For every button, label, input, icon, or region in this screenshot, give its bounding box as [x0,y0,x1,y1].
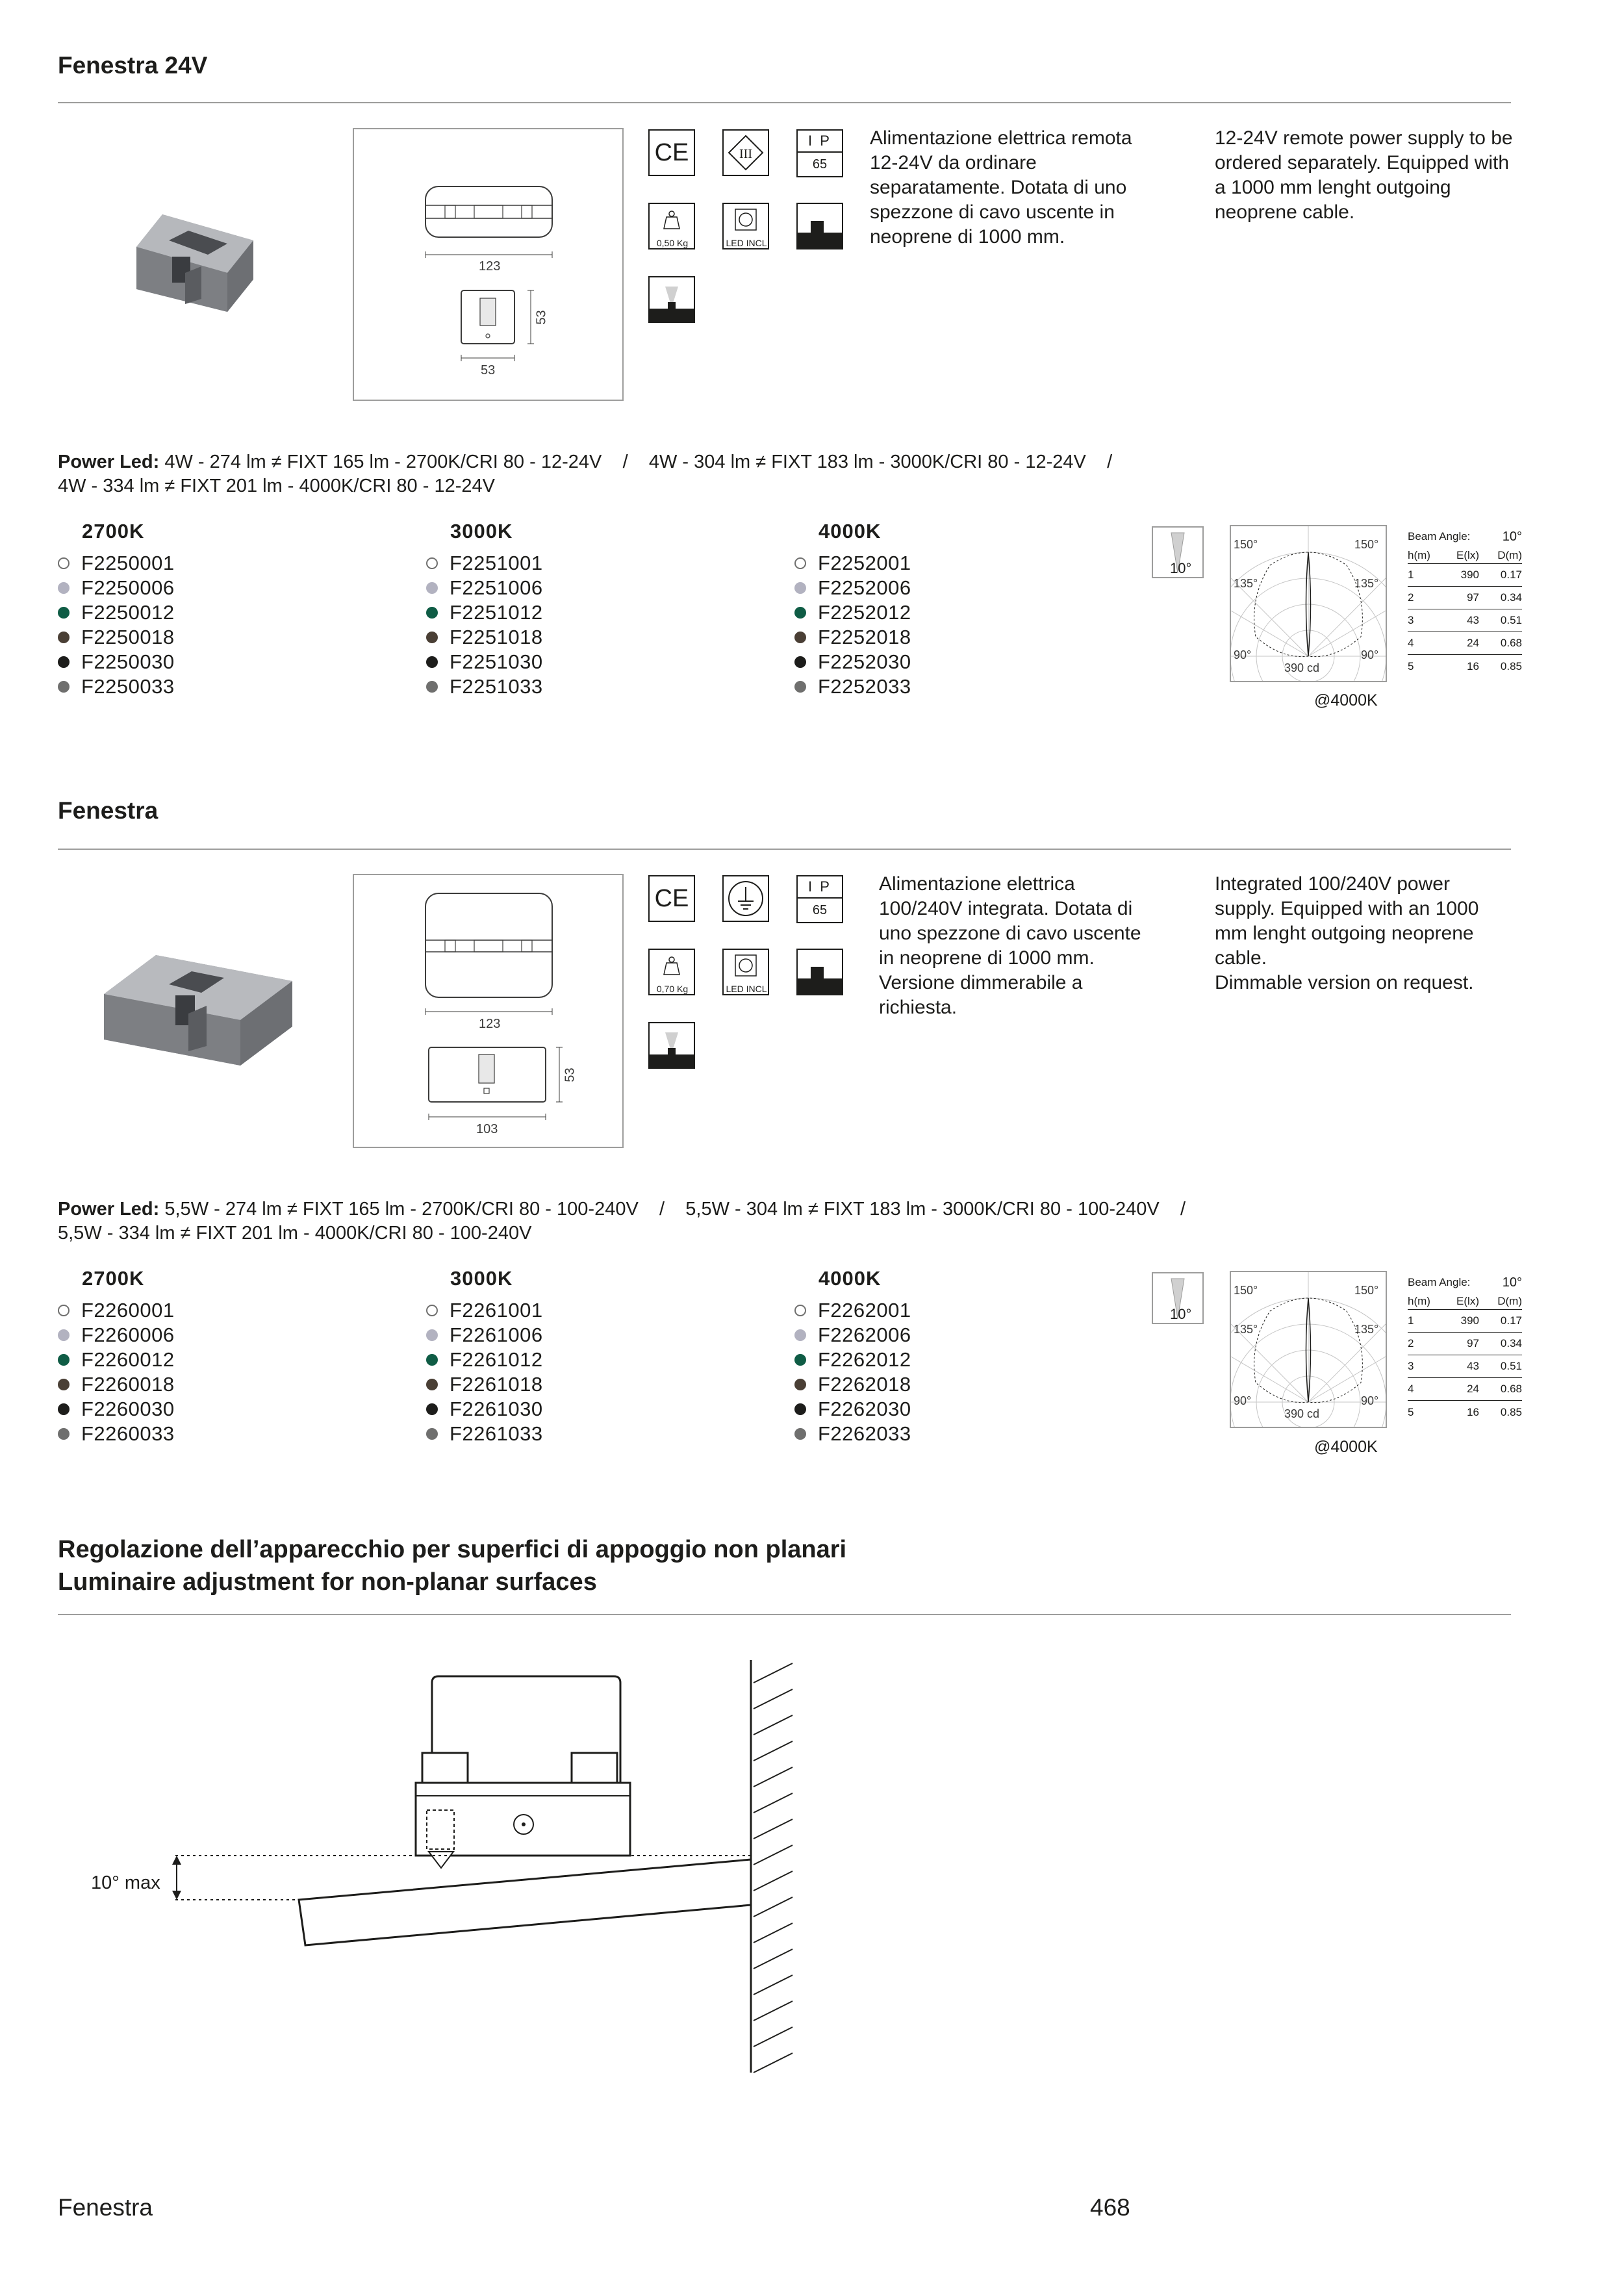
finish-green-dot [58,1354,70,1366]
angle-label: 135° [1234,577,1258,590]
class-three-icon [722,129,769,176]
adjustment-diagram [78,1657,831,2086]
table-row: 1 390 0.17 [1408,564,1522,587]
description-english-main: Integrated 100/240V power supply. Equipped with an 1000 mm lenght outgoing neoprene cable. [1215,873,1479,969]
finish-brown-dot [58,1379,70,1390]
list-item: F2261018 [426,1372,764,1397]
angle-label: 150° [1354,538,1379,551]
finish-white-dot [58,557,70,569]
list-item: F2262030 [794,1397,1132,1422]
ip-rating-icon [796,875,843,923]
finish-grey-dot [426,582,438,594]
table-row: 4 24 0.68 [1408,1378,1522,1401]
column-header: 3000K [450,1267,513,1290]
max-tilt-label: 10° max [91,1872,160,1893]
product-photo [123,175,273,338]
footer-product-name: Fenestra [58,2194,153,2221]
finish-grey-dot [58,582,70,594]
beam-angle-title: Beam Angle: [1408,530,1471,543]
power-led-text-1: 5,5W - 274 lm ≠ FIXT 165 lm - 2700K/CRI 80 - 100-240V / 5,5W - 304 lm ≠ FIXT 183 lm - 3000K/CRI 80 - 100-240V / [164,1199,1186,1220]
angle-label: 135° [1354,577,1379,590]
led-included-label: LED INCL [726,238,767,248]
mounting-surface-icon [796,949,843,995]
list-item: F2260001 [58,1298,396,1323]
product-photo [97,923,299,1085]
description-italian: Alimentazione elettrica remota 12-24V da ordinare separatamente. Dotata di uno spezzone di cavo uscente in neoprene di 1000 mm. [870,127,1132,248]
power-led-text-2: 5,5W - 334 lm ≠ FIXT 201 lm - 4000K/CRI 80 - 100-240V [58,1223,532,1244]
section-divider [58,1614,1511,1615]
list-item: F2250030 [58,650,396,674]
power-led-label: Power Led: [58,1199,160,1220]
description-english [1215,872,1514,995]
column-header: 3000K [450,520,513,543]
section-divider [58,102,1511,103]
finish-green-dot [794,607,806,619]
list-item: F2251030 [426,650,764,674]
ground-class-icon [722,875,769,922]
beam-angle-label: 10° [1170,560,1192,576]
finish-green-dot [58,607,70,619]
ip-value: 65 [812,903,828,917]
weight-value: 0,50 Kg [656,238,689,248]
table-row: 2 97 0.34 [1408,587,1522,609]
beam-angle-title: Beam Angle: [1408,1276,1471,1288]
finish-white-dot [794,557,806,569]
list-item: F2260030 [58,1397,396,1422]
list-item: F2252001 [794,551,1132,576]
finish-brown-dot [794,632,806,643]
finish-white-dot [426,557,438,569]
finish-anthracite-dot [794,1428,806,1440]
adjustment-title-english: Luminaire adjustment for non-planar surfaces [58,1568,597,1596]
list-item: F2252006 [794,576,1132,600]
finish-black-dot [426,1403,438,1415]
finish-grey-dot [58,1329,70,1341]
light-emission-icon [648,276,695,323]
finish-brown-dot [794,1379,806,1390]
finish-anthracite-dot [794,681,806,693]
angle-label: 150° [1234,1284,1258,1297]
table-row: 3 43 0.51 [1408,1355,1522,1378]
power-led-spec [58,450,1357,498]
list-item: F2261012 [426,1348,764,1372]
angle-label: 135° [1234,1323,1258,1336]
power-led-label: Power Led: [58,452,160,472]
polar-diagram [1230,525,1387,682]
code-column-3000k [426,1267,764,1446]
technical-drawing [353,128,624,401]
dimension-width: 123 [479,259,501,274]
code-column-4000k [794,520,1132,699]
finish-black-dot [58,1403,70,1415]
finish-black-dot [426,656,438,668]
power-led-spec [58,1197,1357,1246]
section-title-fenestra: Fenestra [58,797,159,824]
ce-mark-icon [648,129,695,176]
beam-angle-icon [1152,526,1204,578]
list-item: F2261033 [426,1422,764,1446]
finish-green-dot [426,607,438,619]
finish-anthracite-dot [426,1428,438,1440]
list-item: F2250033 [58,674,396,699]
code-column-4000k [794,1267,1132,1446]
description-italian: Alimentazione elettrica 100/240V integrata. Dotata di uno spezzone di cavo uscente in neoprene di 1000 mm. Versione dimmerabile a richiesta. [879,873,1141,1018]
photometric-table: Beam Angle: 10° h(m) E(lx) D(m) 1 390 0.17 2 97 0.34 3 43 0.51 4 24 0.68 5 16 0.85 [1408,526,1522,678]
list-item: F2260006 [58,1323,396,1348]
angle-label: 135° [1354,1323,1379,1336]
ip-label: I P [798,876,842,899]
beam-angle-icon [1152,1272,1204,1324]
table-row: 4 24 0.68 [1408,632,1522,655]
ip-value: 65 [812,157,828,172]
power-led-text-2: 4W - 334 lm ≠ FIXT 201 lm - 4000K/CRI 80 - 12-24V [58,476,495,496]
angle-label: 90° [1361,1394,1379,1407]
svg-text:CE: CE [654,139,689,166]
color-temperature-note: @4000K [1314,691,1378,709]
list-item: F2260018 [58,1372,396,1397]
svg-text:CE: CE [654,885,689,912]
table-row: 2 97 0.34 [1408,1333,1522,1355]
finish-brown-dot [58,632,70,643]
beam-angle-value: 10° [1502,1275,1522,1290]
list-item: F2260012 [58,1348,396,1372]
column-header: 2700K [82,1267,145,1290]
list-item: F2251012 [426,600,764,625]
finish-white-dot [426,1305,438,1316]
ce-mark-icon [648,875,695,922]
adjustment-title-italian: Regolazione dell’apparecchio per superfici di appoggio non planari [58,1536,847,1563]
angle-label: 90° [1234,648,1252,661]
table-row: 1 390 0.17 [1408,1310,1522,1333]
led-included-label: LED INCL [726,984,767,994]
adjustment-title [58,1533,846,1598]
finish-black-dot [794,1403,806,1415]
color-temperature-note: @4000K [1314,1438,1378,1456]
mounting-surface-icon [796,203,843,249]
angle-label: 150° [1234,538,1258,551]
table-row: 3 43 0.51 [1408,609,1522,632]
finish-grey-dot [426,1329,438,1341]
list-item: F2251001 [426,551,764,576]
finish-black-dot [58,656,70,668]
list-item: F2250006 [58,576,396,600]
candela-label: 390 cd [1284,1407,1320,1420]
list-item: F2262012 [794,1348,1132,1372]
dimension-depth: 53 [481,363,496,377]
finish-green-dot [794,1354,806,1366]
section-divider [58,849,1511,850]
angle-label: 150° [1354,1284,1379,1297]
list-item: F2252033 [794,674,1132,699]
technical-drawing [353,874,624,1148]
dimension-height: 53 [534,310,549,325]
list-item: F2261006 [426,1323,764,1348]
polar-diagram [1230,1271,1387,1428]
column-header: 2700K [82,520,145,543]
light-emission-icon [648,1022,695,1069]
list-item: F2250001 [58,551,396,576]
finish-white-dot [794,1305,806,1316]
description-english: 12-24V remote power supply to be ordered separately. Equipped with a 1000 mm lenght outgoing neoprene cable. [1215,127,1513,223]
description-english-note: Dimmable version on request. [1215,972,1474,993]
finish-brown-dot [426,632,438,643]
table-row: 5 16 0.85 [1408,659,1522,672]
dimension-height: 53 [563,1067,577,1082]
code-column-3000k [426,520,764,699]
finish-brown-dot [426,1379,438,1390]
beam-angle-label: 10° [1170,1306,1192,1322]
page-number: 468 [1090,2194,1130,2221]
ip-rating-icon [796,129,843,177]
ip-label: I P [798,131,842,153]
list-item: F2252030 [794,650,1132,674]
column-header: 4000K [818,1267,882,1290]
list-item: F2251018 [426,625,764,650]
list-item: F2251033 [426,674,764,699]
finish-white-dot [58,1305,70,1316]
list-item: F2251006 [426,576,764,600]
list-item: F2262001 [794,1298,1132,1323]
angle-label: 90° [1234,1394,1252,1407]
list-item: F2262006 [794,1323,1132,1348]
list-item: F2260033 [58,1422,396,1446]
power-led-text-1: 4W - 274 lm ≠ FIXT 165 lm - 2700K/CRI 80 - 12-24V / 4W - 304 lm ≠ FIXT 183 lm - 3000K/CRI 80 - 12-24V / [164,452,1113,472]
list-item: F2252012 [794,600,1132,625]
finish-grey-dot [794,582,806,594]
candela-label: 390 cd [1284,661,1320,674]
list-item: F2252018 [794,625,1132,650]
photometric-table: Beam Angle: 10° h(m) E(lx) D(m) 1 390 0.17 2 97 0.34 3 43 0.51 4 24 0.68 5 16 0.85 [1408,1272,1522,1424]
code-column-2700k [58,520,396,699]
beam-angle-value: 10° [1502,529,1522,544]
finish-anthracite-dot [58,1428,70,1440]
finish-black-dot [794,656,806,668]
list-item: F2261030 [426,1397,764,1422]
finish-green-dot [426,1354,438,1366]
finish-anthracite-dot [426,681,438,693]
list-item: F2261001 [426,1298,764,1323]
list-item: F2250018 [58,625,396,650]
weight-value: 0,70 Kg [656,984,689,994]
list-item: F2262033 [794,1422,1132,1446]
finish-anthracite-dot [58,681,70,693]
list-item: F2262018 [794,1372,1132,1397]
section-title-fenestra-24v: Fenestra 24V [58,52,208,79]
finish-grey-dot [794,1329,806,1341]
svg-text:III: III [739,147,752,161]
table-row: 5 16 0.85 [1408,1405,1522,1418]
column-header: 4000K [818,520,882,543]
angle-label: 90° [1361,648,1379,661]
dimension-width: 123 [479,1017,501,1031]
dimension-depth: 103 [476,1122,498,1136]
list-item: F2250012 [58,600,396,625]
code-column-2700k [58,1267,396,1446]
